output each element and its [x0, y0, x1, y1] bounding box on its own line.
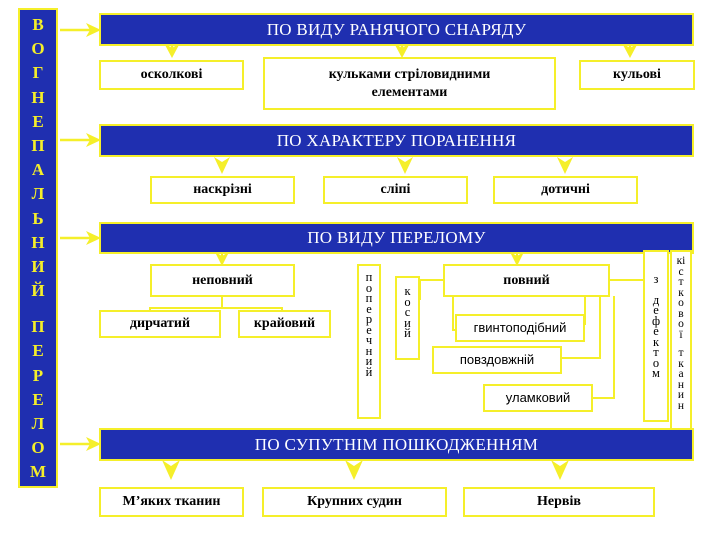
- side-title-letter: Й: [31, 281, 45, 301]
- box-soft-tissue: М’яких тканин: [99, 487, 244, 517]
- transverse-letter: и: [365, 354, 373, 368]
- section-header-projectile: ПО ВИДУ РАНЯЧОГО СНАРЯДУ: [99, 13, 694, 46]
- box-ball-arrow: кульками стріловидними елементами: [263, 57, 556, 110]
- transverse-letter: п: [365, 291, 373, 305]
- bone-letter: кі: [676, 255, 686, 267]
- box-complete: повний: [443, 264, 610, 297]
- side-title-letter: О: [31, 438, 45, 458]
- defect-letter: д: [652, 292, 660, 307]
- defect-letter: м: [652, 366, 660, 380]
- defect-letter: е: [653, 303, 659, 317]
- transverse-letter: н: [365, 343, 373, 358]
- bone-letter: н: [677, 399, 685, 412]
- arrow-down-icon: [397, 157, 413, 174]
- bone-letter: а: [678, 368, 684, 380]
- box-with-defect: [643, 250, 669, 422]
- defect-letter: т: [653, 345, 659, 359]
- side-title-letter: Л: [31, 184, 45, 204]
- transverse-letter: е: [366, 301, 372, 316]
- defect-letter: е: [653, 324, 659, 338]
- bone-letter: и: [677, 389, 685, 401]
- side-title-letter: В: [32, 15, 44, 34]
- arrow-down-icon: [162, 460, 180, 480]
- transverse-letter: о: [365, 280, 373, 295]
- defect-letter: о: [652, 355, 660, 370]
- transverse-letter: е: [366, 322, 372, 337]
- side-title-letter: Е: [32, 341, 44, 361]
- oblique-letter: о: [404, 294, 411, 309]
- arrow-down-icon: [214, 157, 230, 174]
- arrow-right-icon: [60, 437, 101, 451]
- box-major-vessels: Крупних судин: [262, 487, 447, 517]
- oblique-letter: и: [404, 315, 411, 330]
- box-through: наскрізні: [150, 176, 295, 204]
- bone-letter: о: [678, 318, 684, 330]
- side-title-letter: А: [31, 160, 45, 180]
- bone-letter: с: [678, 265, 684, 278]
- box-bone-tissue: [670, 250, 692, 430]
- bone-letter: к: [678, 357, 684, 370]
- section-header-fracture: ПО ВИДУ ПЕРЕЛОМУ: [99, 222, 694, 254]
- transverse-letter: п: [365, 270, 373, 284]
- side-title-letter: Е: [32, 389, 44, 409]
- oblique-letter: с: [404, 305, 411, 319]
- arrow-down-icon: [551, 460, 569, 480]
- defect-letter: ф: [651, 313, 661, 328]
- bone-letter: т: [678, 276, 684, 288]
- side-title-letter: Н: [31, 232, 45, 252]
- bone-letter: т: [678, 347, 684, 359]
- bone-letter: к: [678, 286, 684, 299]
- bone-letter: ї: [679, 328, 683, 341]
- oblique-letter: к: [404, 284, 411, 298]
- section-header-associated: ПО СУПУТНІМ ПОШКОДЖЕННЯМ: [99, 428, 694, 461]
- side-title-letter: Г: [32, 63, 44, 83]
- arrow-right-icon: [60, 23, 101, 37]
- side-title-letter: И: [31, 256, 45, 276]
- oblique-letter: й: [404, 326, 411, 340]
- side-title-letter: М: [29, 462, 47, 482]
- side-title-letter: Ь: [32, 208, 44, 228]
- box-fragment: осколкові: [99, 60, 244, 90]
- box-incomplete: неповний: [150, 264, 295, 297]
- box-marginal: крайовий: [238, 310, 331, 338]
- bone-letter: о: [678, 297, 684, 309]
- arrow-right-icon: [60, 231, 101, 245]
- box-bullet: кульові: [579, 60, 695, 90]
- side-title-letter: Е: [32, 111, 44, 131]
- box-longitudinal: повздовжній: [432, 346, 562, 374]
- bone-letter: н: [677, 378, 685, 391]
- box-comminuted: уламковий: [483, 384, 593, 412]
- transverse-letter: й: [365, 364, 373, 379]
- arrow-down-icon: [557, 157, 573, 174]
- box-oblique: [395, 276, 420, 360]
- box-perforated: дирчатий: [99, 310, 221, 338]
- side-title-letter: Р: [32, 365, 44, 385]
- section-header-wound: ПО ХАРАКТЕРУ ПОРАНЕННЯ: [99, 124, 694, 157]
- box-blind: сліпі: [323, 176, 468, 204]
- bone-letter: в: [678, 307, 684, 320]
- side-title-letter: Л: [31, 414, 45, 433]
- side-title-letter: Н: [31, 87, 45, 107]
- side-title-letter: П: [31, 135, 45, 155]
- side-title-letter: П: [31, 317, 45, 337]
- defect-letter: з: [653, 272, 659, 286]
- box-nerves: Нервів: [463, 487, 655, 517]
- box-transverse: [357, 264, 381, 419]
- arrow-right-icon: [60, 133, 101, 147]
- transverse-letter: ч: [365, 333, 373, 347]
- arrow-down-icon: [345, 460, 363, 480]
- box-tangential: дотичні: [493, 176, 638, 204]
- side-title-letter: О: [31, 39, 45, 59]
- transverse-letter: р: [365, 312, 373, 326]
- defect-letter: к: [652, 334, 660, 349]
- box-spiral: гвинтоподібний: [455, 314, 585, 342]
